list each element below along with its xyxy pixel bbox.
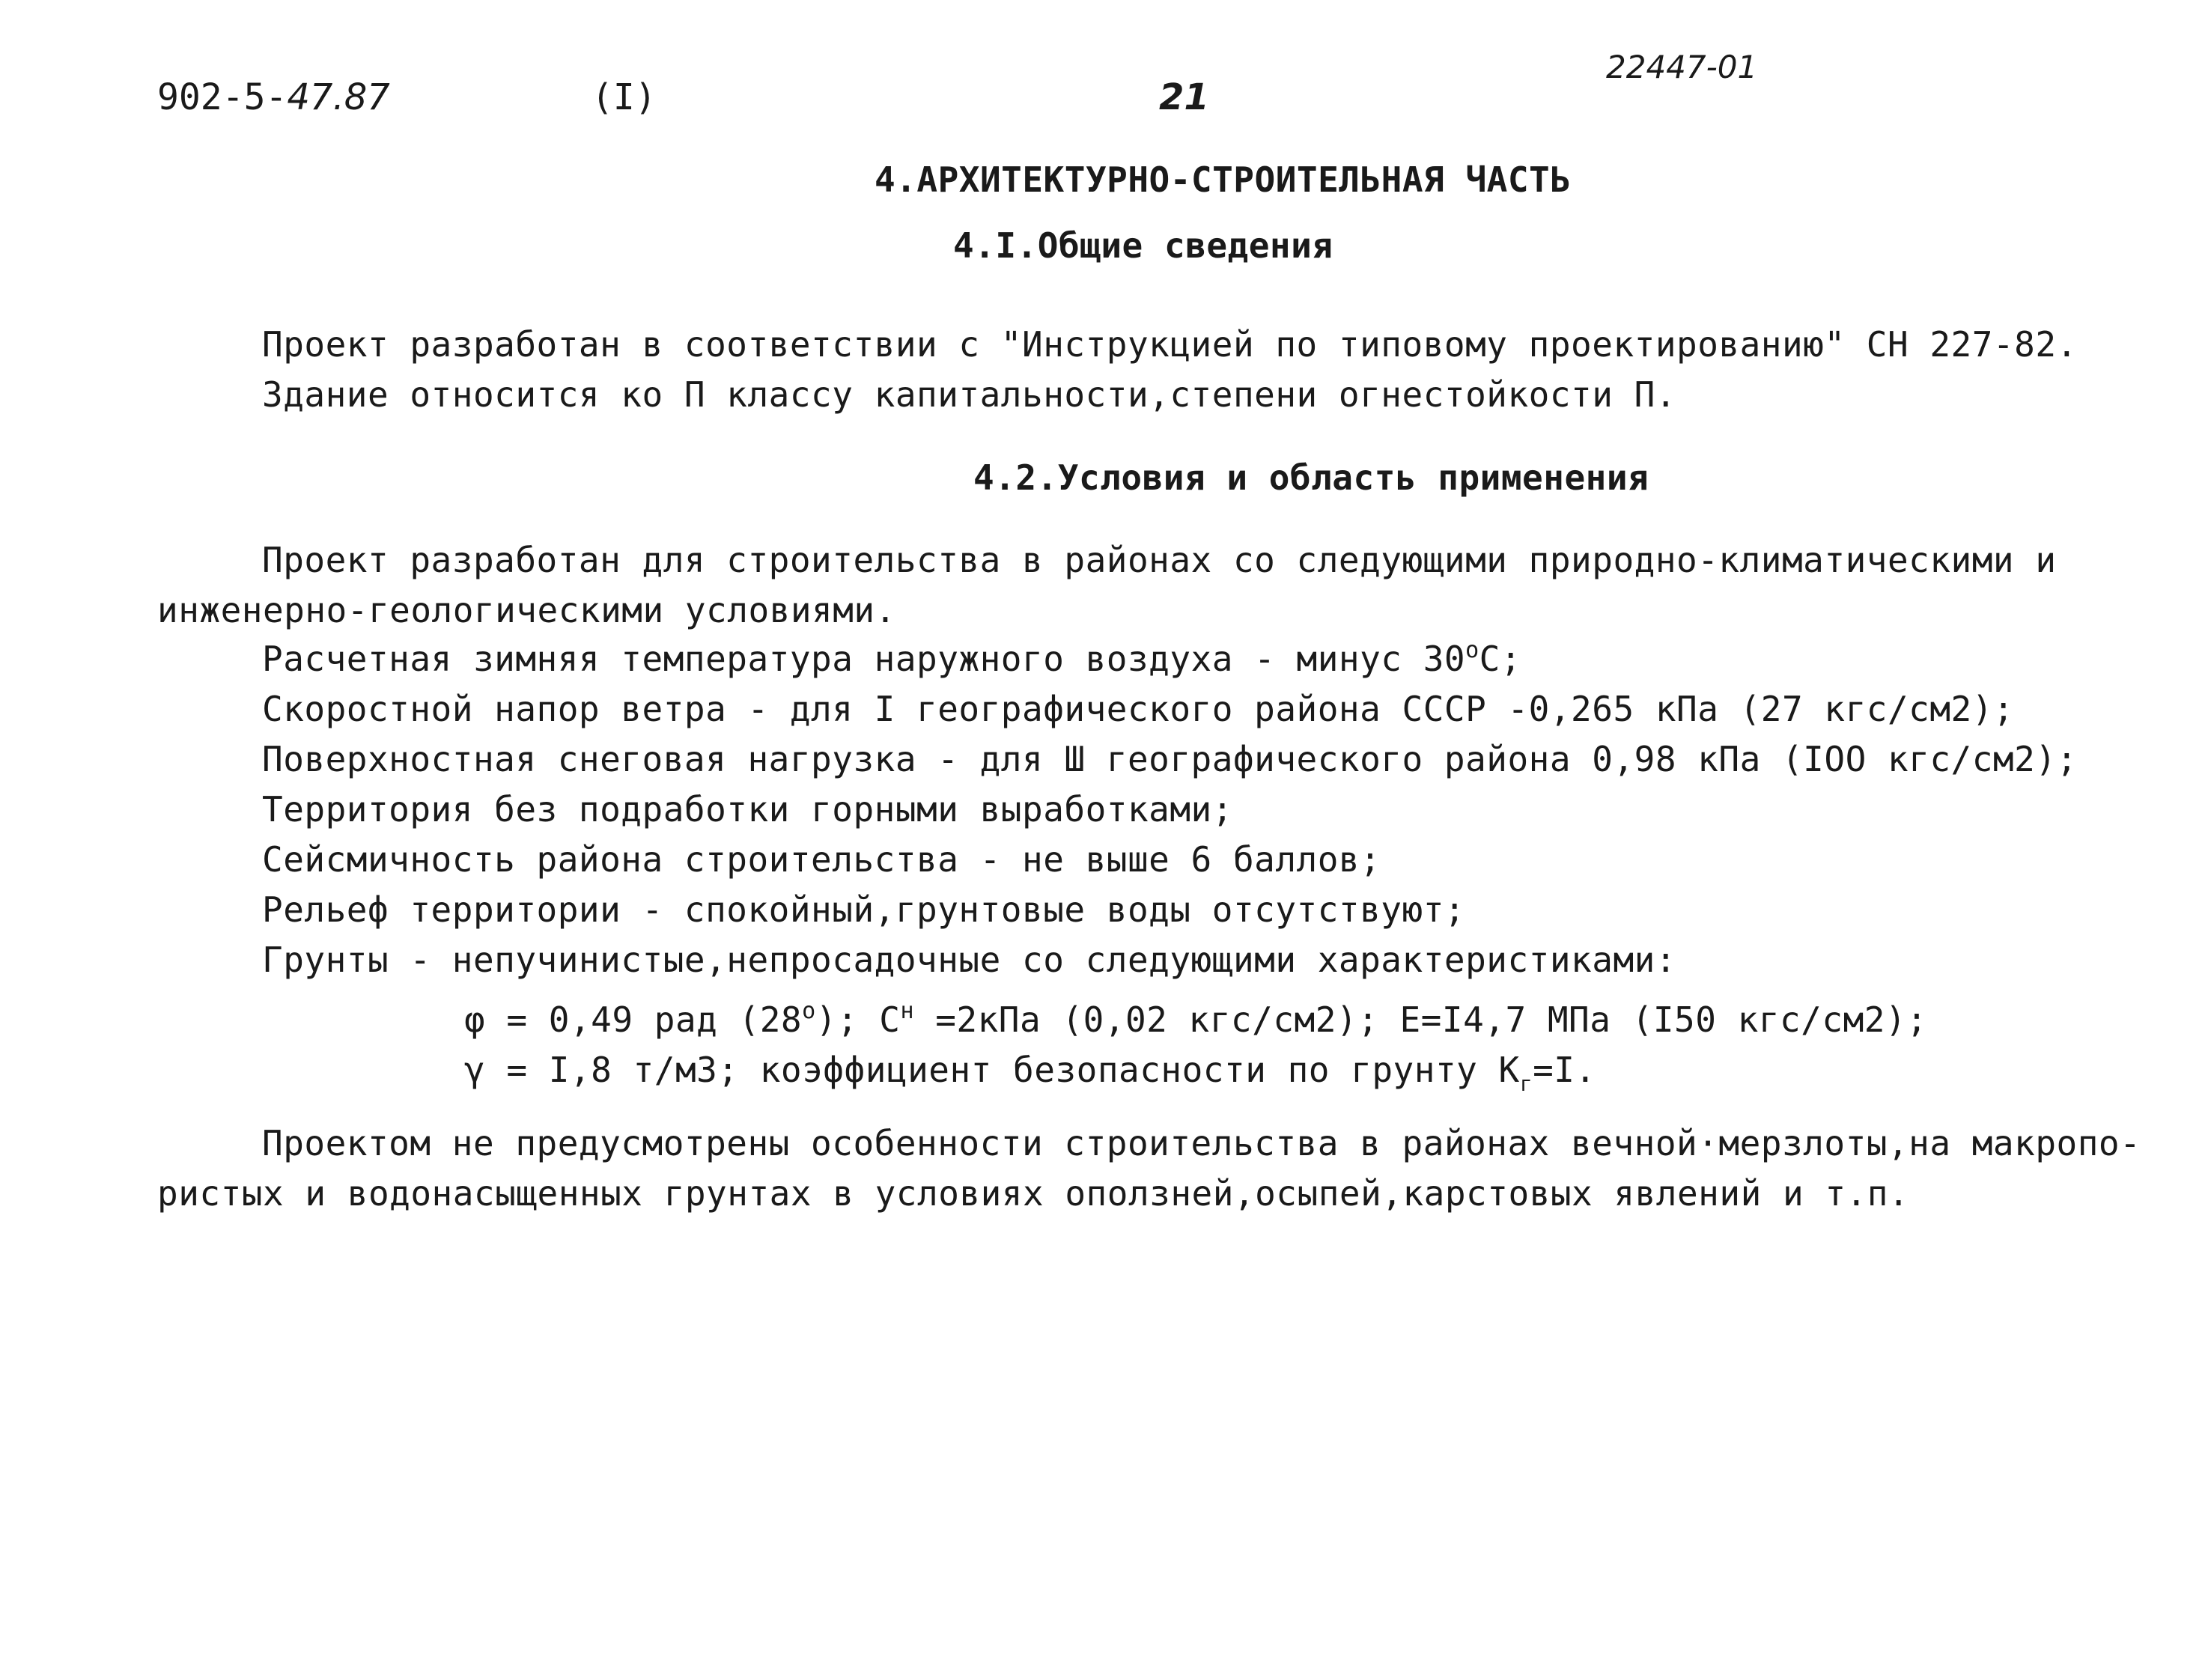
- mining-line: Территория без подработки горными выработками;: [262, 789, 1233, 830]
- issue-number: (I): [591, 76, 657, 118]
- subsection-title-conditions: 4.2.Условия и область применения: [973, 457, 1649, 498]
- document-code-handwritten: 47.87: [287, 76, 390, 118]
- subscript-g: г: [1519, 1071, 1533, 1096]
- soil-params-text: ); С: [815, 999, 901, 1040]
- paragraph-line: Проектом не предусмотрены особенности строительства в районах вечной·мерзлоты,на макропо-: [262, 1123, 2141, 1163]
- document-code-prefix: 902-5-: [157, 76, 288, 118]
- subsection-title-general: 4.I.Общие сведения: [953, 225, 1333, 266]
- inventory-number: 22447-01: [1606, 49, 1758, 85]
- soil-params-text: =I.: [1533, 1050, 1596, 1090]
- degree-mark: о: [802, 998, 816, 1024]
- temperature-line: [262, 636, 1521, 681]
- paragraph-line: инженерно-геологическими условиями.: [157, 590, 896, 630]
- paragraph-line: Здание относится ко П классу капитальности,степени огнестойкости П.: [262, 374, 1677, 415]
- soil-params-line-1: [464, 997, 1927, 1042]
- paragraph-line: Проект разработан в соответствии с "Инструкцией по типовому проектированию" СН 227-82.: [262, 324, 2078, 365]
- soil-params-text: =2кПа (0,02 кгс/см2); Е=I4,7 МПа (I50 кгс/см2);: [914, 999, 1928, 1040]
- paragraph-line: ристых и водонасыщенных грунтах в условиях оползней,осыпей,карстовых явлений и т.п.: [157, 1173, 1910, 1214]
- soil-params-text: φ = 0,49 рад (28: [464, 999, 803, 1040]
- soil-params-text: γ = I,8 т/м3; коэффициент безопасности по грунту К: [464, 1050, 1520, 1090]
- superscript-n: н: [900, 998, 915, 1024]
- wind-line: Скоростной напор ветра - для I географического района СССР -0,265 кПа (27 кгс/см2);: [262, 689, 2015, 729]
- temperature-unit: С;: [1479, 639, 1522, 679]
- paragraph-line: Проект разработан для строительства в районах со следующими природно-климатическими и: [262, 540, 2057, 580]
- soil-params-line-2: [464, 1047, 1596, 1096]
- document-code: [157, 75, 390, 120]
- temperature-text: Расчетная зимняя температура наружного воздуха - минус 30: [262, 639, 1466, 679]
- page-number: 21: [1159, 76, 1209, 118]
- seismic-line: Сейсмичность района строительства - не выше 6 баллов;: [262, 839, 1381, 880]
- relief-line: Рельеф территории - спокойный,грунтовые воды отсутствуют;: [262, 889, 1466, 930]
- snow-line: Поверхностная снеговая нагрузка - для Ш географического района 0,98 кПа (IОО кгс/см2);: [262, 739, 2078, 779]
- soils-line: Грунты - непучинистые,непросадочные со следующими характеристиками:: [262, 940, 1677, 980]
- section-title: 4.АРХИТЕКТУРНО-СТРОИТЕЛЬНАЯ ЧАСТЬ: [875, 159, 1572, 200]
- degree-mark: о: [1465, 637, 1479, 663]
